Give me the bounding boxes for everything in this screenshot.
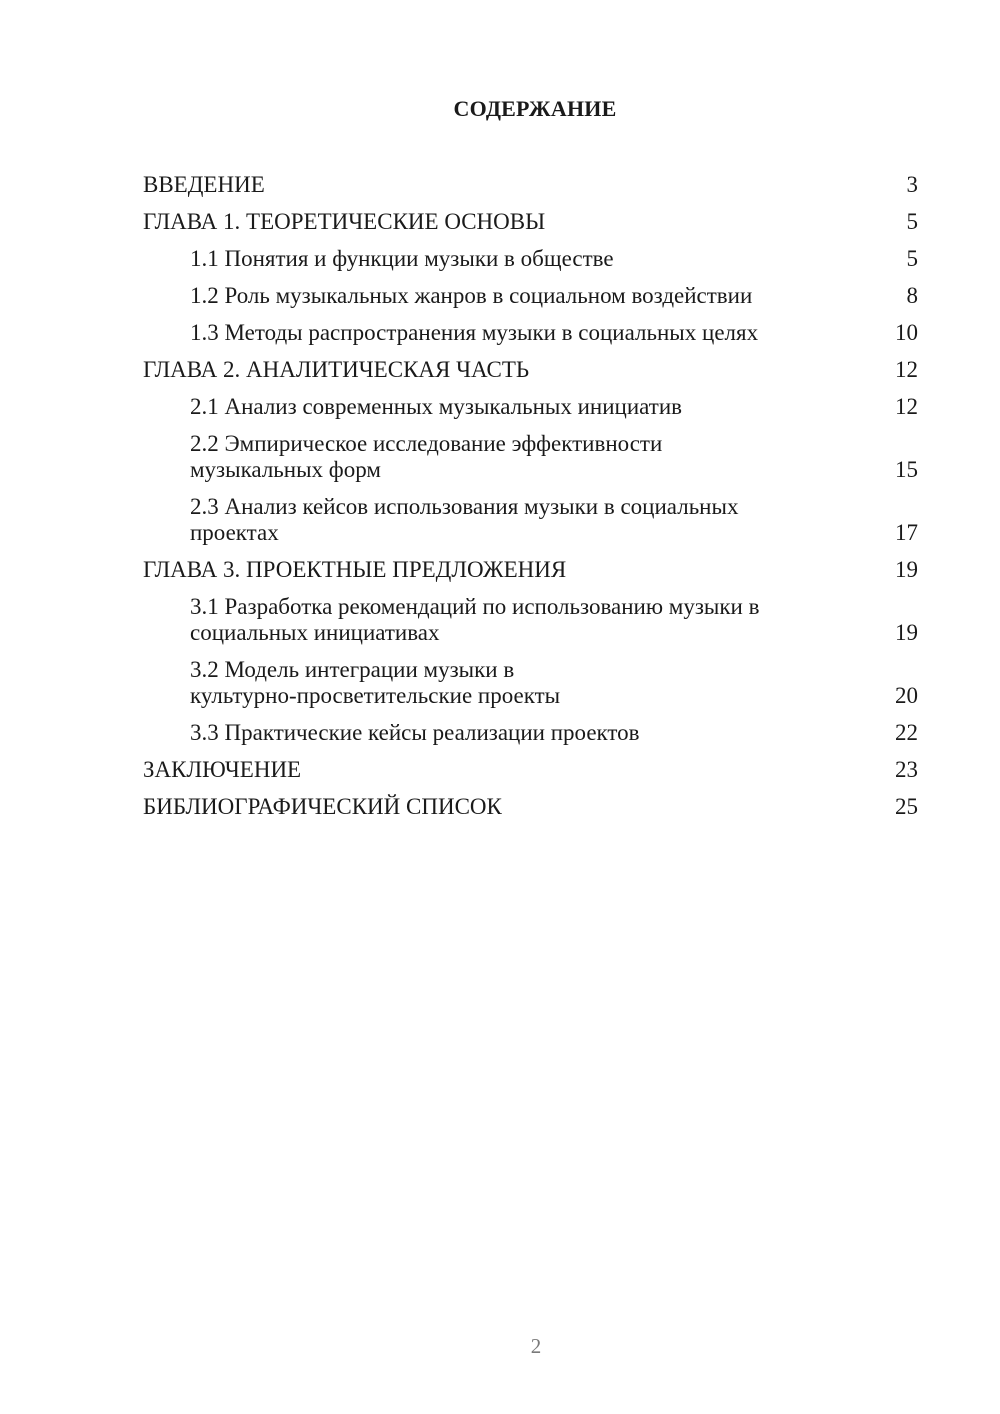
toc-item-text: 1.2 Роль музыкальных жанров в социальном воздействии <box>190 283 753 308</box>
toc-item-page: 20 <box>895 683 918 708</box>
toc-item-chapter-2[interactable] <box>143 353 918 390</box>
toc-item-chapter-1[interactable] <box>143 205 918 242</box>
toc-item-introduction[interactable] <box>143 168 918 205</box>
toc-item-page: 10 <box>895 320 918 345</box>
toc-item-section-2-3[interactable] <box>143 490 918 553</box>
toc-item-section-1-1[interactable] <box>143 242 918 279</box>
toc-item-page: 23 <box>895 757 918 782</box>
toc-item-page: 12 <box>895 357 918 382</box>
toc-item-text: 2.1 Анализ современных музыкальных инициатив <box>190 394 682 419</box>
toc-item-text: ГЛАВА 2. АНАЛИТИЧЕСКАЯ ЧАСТЬ <box>143 357 530 382</box>
toc-item-text: 2.2 Эмпирическое исследование эффективности музыкальных форм <box>190 431 663 482</box>
toc-item-chapter-3[interactable] <box>143 553 918 590</box>
toc-item-text: 3.3 Практические кейсы реализации проектов <box>190 720 640 745</box>
toc-item-text: 3.1 Разработка рекомендаций по использованию музыки в социальных инициативах <box>190 594 760 645</box>
toc-item-section-1-3[interactable] <box>143 316 918 353</box>
toc-item-page: 22 <box>895 720 918 745</box>
toc-item-page: 19 <box>895 557 918 582</box>
toc-item-section-3-3[interactable] <box>143 716 918 753</box>
toc-item-text: ГЛАВА 1. ТЕОРЕТИЧЕСКИЕ ОСНОВЫ <box>143 209 546 234</box>
toc-item-text: 3.2 Модель интеграции музыки в культурно-просветительские проекты <box>190 657 561 708</box>
page-title: СОДЕРЖАНИЕ <box>453 96 617 121</box>
toc-item-section-1-2[interactable] <box>143 279 918 316</box>
toc-item-conclusion[interactable] <box>143 753 918 790</box>
toc-item-section-3-2[interactable] <box>143 653 918 716</box>
toc-item-text: БИБЛИОГРАФИЧЕСКИЙ СПИСОК <box>143 794 502 819</box>
table-of-contents <box>143 168 918 827</box>
toc-item-text: ГЛАВА 3. ПРОЕКТНЫЕ ПРЕДЛОЖЕНИЯ <box>143 557 567 582</box>
toc-item-page: 25 <box>895 794 918 819</box>
toc-item-page: 19 <box>895 620 918 645</box>
toc-item-text: ЗАКЛЮЧЕНИЕ <box>143 757 302 782</box>
toc-item-page: 3 <box>906 172 918 197</box>
toc-item-bibliography[interactable] <box>143 790 918 827</box>
toc-item-page: 15 <box>895 457 918 482</box>
page-number: 2 <box>530 1334 542 1358</box>
toc-item-text: 1.1 Понятия и функции музыки в обществе <box>190 246 614 271</box>
toc-item-page: 8 <box>906 283 918 308</box>
toc-item-section-2-1[interactable] <box>143 390 918 427</box>
toc-item-page: 5 <box>906 209 918 234</box>
toc-item-text: 2.3 Анализ кейсов использования музыки в социальных проектах <box>190 494 739 545</box>
toc-item-section-2-2[interactable] <box>143 427 918 490</box>
toc-item-page: 5 <box>906 246 918 271</box>
toc-item-text: ВВЕДЕНИЕ <box>143 172 265 197</box>
toc-item-section-3-1[interactable] <box>143 590 918 653</box>
toc-item-page: 17 <box>895 520 918 545</box>
toc-item-page: 12 <box>895 394 918 419</box>
toc-item-text: 1.3 Методы распространения музыки в социальных целях <box>190 320 759 345</box>
